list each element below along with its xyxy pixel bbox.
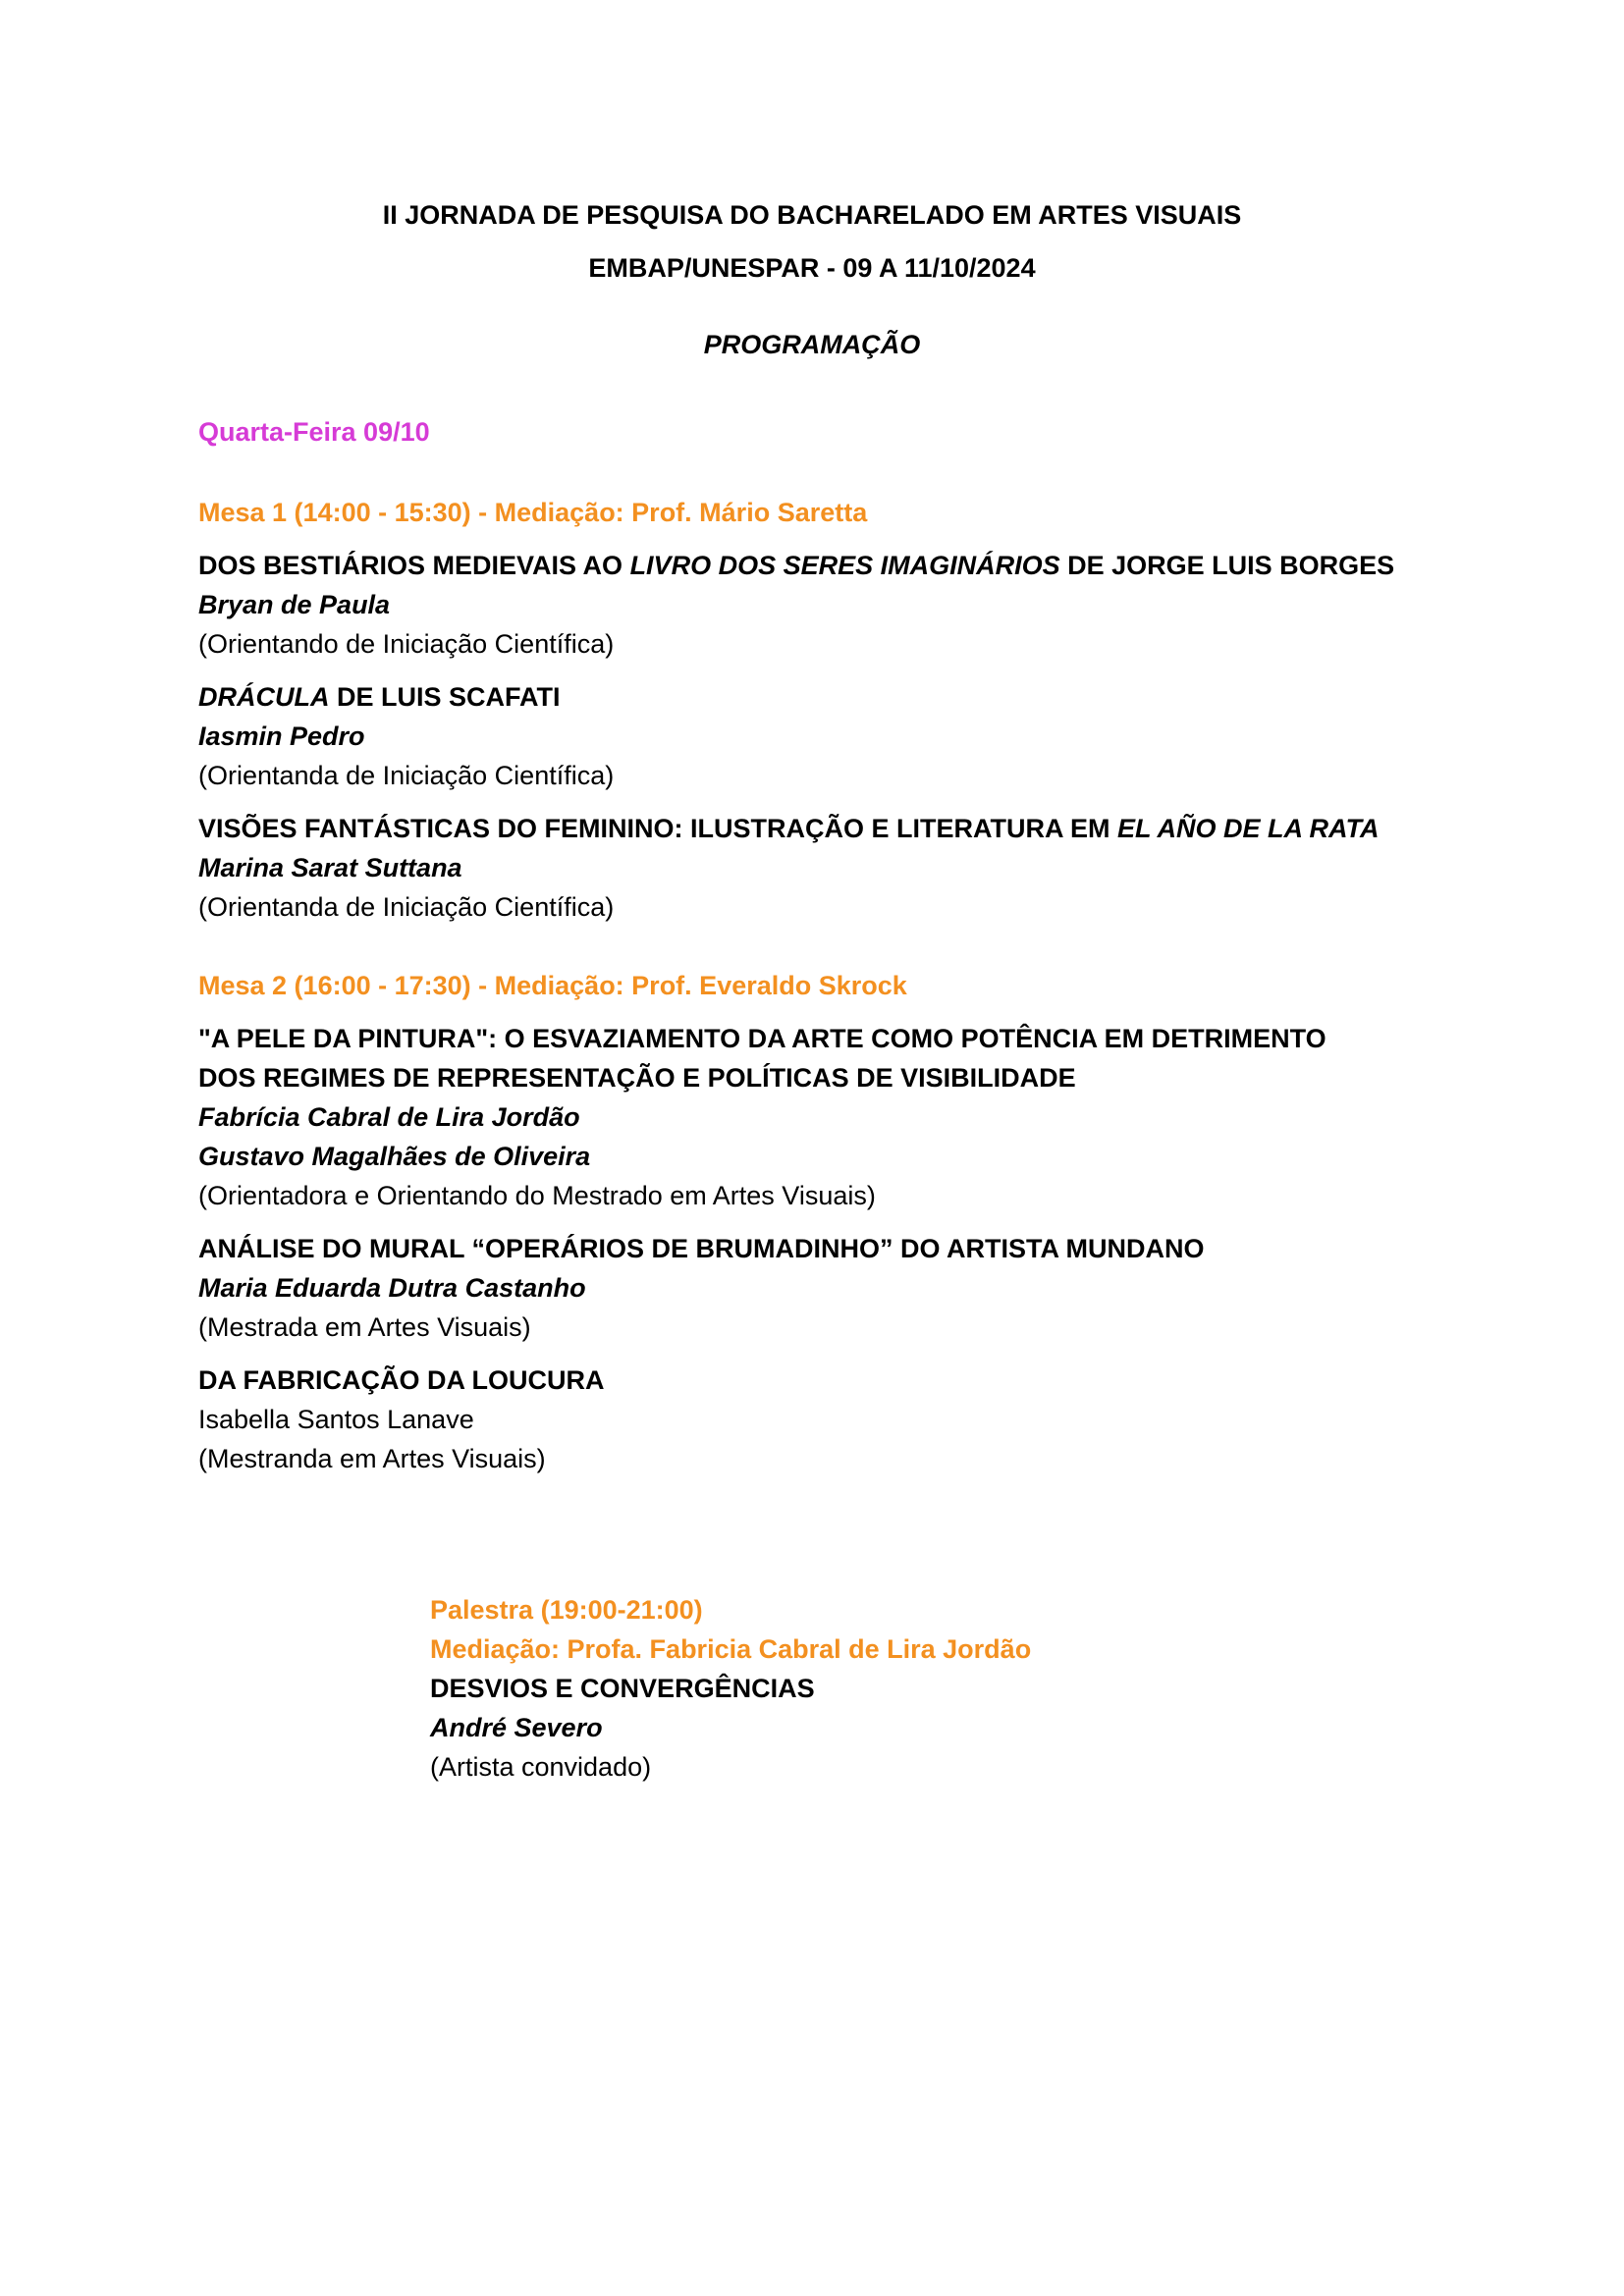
palestra-title: DESVIOS E CONVERGÊNCIAS	[430, 1674, 815, 1703]
talk-author: Marina Sarat Suttana	[198, 853, 462, 882]
talk-author: Isabella Santos Lanave	[198, 1405, 474, 1434]
palestra-time: Palestra (19:00-21:00)	[430, 1595, 703, 1625]
talk-title: DA FABRICAÇÃO DA LOUCURA	[198, 1365, 605, 1395]
talk-role: (Orientanda de Iniciação Científica)	[198, 892, 615, 922]
program-heading: PROGRAMAÇÃO	[703, 330, 921, 359]
talk-author: Iasmin Pedro	[198, 721, 365, 751]
talk-author: Bryan de Paula	[198, 590, 391, 619]
talk-item	[198, 1361, 1475, 1478]
talk-role: (Mestrada em Artes Visuais)	[198, 1312, 531, 1342]
program-content	[198, 412, 1475, 1492]
talk-item	[198, 809, 1475, 927]
event-subtitle: EMBAP/UNESPAR - 09 A 11/10/2024	[588, 253, 1036, 283]
talk-author: Maria Eduarda Dutra Castanho	[198, 1273, 586, 1303]
palestra-role: (Artista convidado)	[430, 1752, 652, 1782]
talk-title: DRÁCULA DE LUIS SCAFATI	[198, 682, 561, 712]
day-heading: Quarta-Feira 09/10	[198, 417, 430, 447]
talk-author: Gustavo Magalhães de Oliveira	[198, 1142, 591, 1171]
talk-item	[198, 1229, 1475, 1347]
talk-author: Fabrícia Cabral de Lira Jordão	[198, 1102, 580, 1132]
palestra-author: André Severo	[430, 1713, 603, 1742]
palestra-mediation: Mediação: Profa. Fabricia Cabral de Lira Jordão	[430, 1634, 1032, 1664]
mesa2-heading: Mesa 2 (16:00 - 17:30) - Mediação: Prof. Everaldo Skrock	[198, 971, 907, 1000]
talk-item	[198, 546, 1475, 664]
talk-role: (Orientando de Iniciação Científica)	[198, 629, 615, 659]
talk-role: (Mestranda em Artes Visuais)	[198, 1444, 546, 1473]
event-title: II JORNADA DE PESQUISA DO BACHARELADO EM ARTES VISUAIS	[382, 200, 1242, 230]
talk-title: VISÕES FANTÁSTICAS DO FEMININO: ILUSTRAÇÃO E LITERATURA EM EL AÑO DE LA RATA	[198, 814, 1380, 843]
talk-title: DOS BESTIÁRIOS MEDIEVAIS AO LIVRO DOS SERES IMAGINÁRIOS DE JORGE LUIS BORGES	[198, 551, 1395, 580]
talk-role: (Orientadora e Orientando do Mestrado em Artes Visuais)	[198, 1181, 876, 1210]
talk-item	[198, 677, 1475, 795]
mesa1-heading: Mesa 1 (14:00 - 15:30) - Mediação: Prof. Mário Saretta	[198, 498, 868, 527]
palestra-block	[430, 1590, 1510, 1787]
talk-title: ANÁLISE DO MURAL “OPERÁRIOS DE BRUMADINHO” DO ARTISTA MUNDANO	[198, 1234, 1205, 1263]
talk-title-line2: DOS REGIMES DE REPRESENTAÇÃO E POLÍTICAS DE VISIBILIDADE	[198, 1063, 1076, 1093]
talk-title-line1: "A PELE DA PINTURA": O ESVAZIAMENTO DA ARTE COMO POTÊNCIA EM DETRIMENTO	[198, 1024, 1326, 1053]
talk-item	[198, 1019, 1475, 1215]
talk-role: (Orientanda de Iniciação Científica)	[198, 761, 615, 790]
